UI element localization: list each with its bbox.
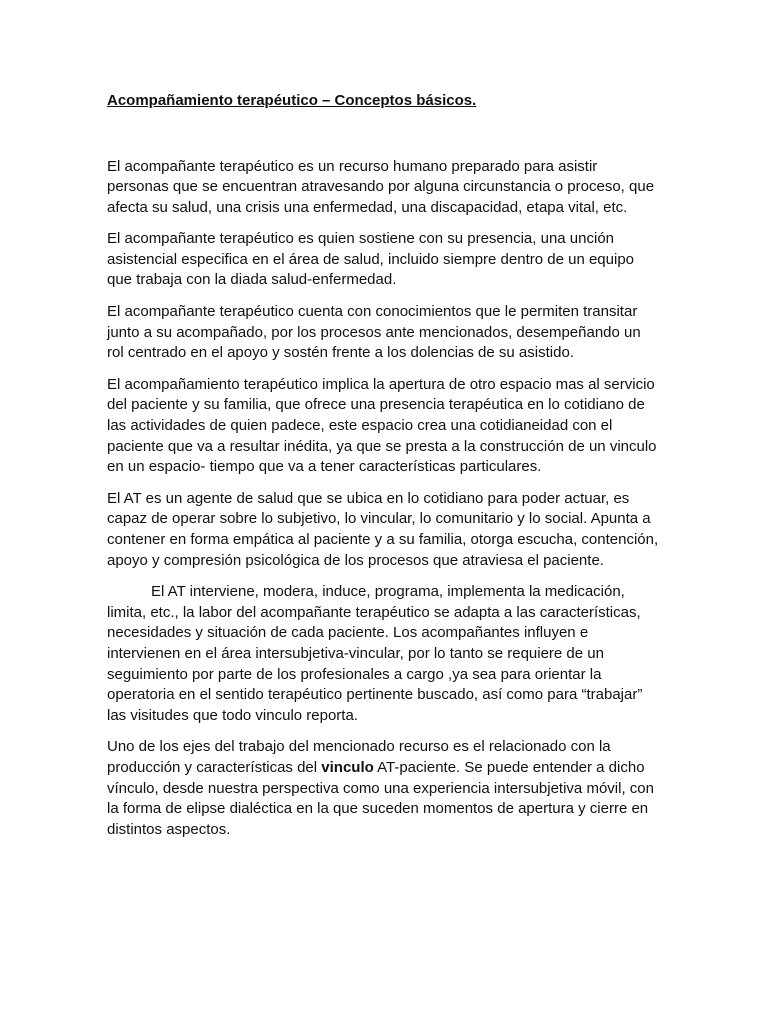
paragraph-line: la forma de elipse dialéctica en la que suceden momentos de apertura y cierre en (107, 800, 649, 818)
paragraph-line: las actividades de quien padece, este espacio crea una cotidianeidad con el (107, 417, 613, 435)
paragraph-line: en un espacio- tiempo que va a tener características particulares. (107, 458, 542, 476)
paragraph-line: limita, etc., la labor del acompañante terapéutico se adapta a las características, (107, 603, 641, 621)
paragraph-2 (107, 229, 667, 291)
paragraph-line: asistencial especifica en el área de salud, incluido siempre dentro de un equipo (107, 250, 634, 268)
document-page (107, 91, 667, 851)
paragraph-line: intervienen en el área intersubjetiva-vincular, por lo tanto se requiere de un (107, 644, 604, 662)
paragraph-line: vínculo, desde nuestra perspectiva como una experiencia intersubjetiva móvil, con (107, 779, 654, 797)
paragraph-line: El acompañante terapéutico cuenta con conocimientos que le permiten transitar (107, 303, 638, 321)
paragraph-line: rol centrado en el apoyo y sostén frente a los dolencias de su asistido. (107, 344, 574, 362)
paragraph-line: El AT es un agente de salud que se ubica en lo cotidiano para poder actuar, es (107, 489, 630, 507)
paragraph-3 (107, 302, 667, 364)
paragraph-line: capaz de operar sobre lo subjetivo, lo vincular, lo comunitario y lo social. Apunta a (107, 510, 651, 528)
paragraph-6 (107, 582, 667, 726)
paragraph-line-mixed (107, 758, 667, 779)
paragraph-line: que trabaja con la diada salud-enfermedad. (107, 271, 397, 289)
paragraph-4 (107, 375, 667, 478)
paragraph-line: distintos aspectos. (107, 820, 231, 838)
paragraph-line: El acompañante terapéutico es un recurso humano preparado para asistir (107, 157, 598, 175)
paragraph-line: operatoria en el sentido terapéutico pertinente buscado, así como para “trabajar” (107, 686, 643, 704)
text-run: producción y características del (107, 758, 322, 776)
bold-term: vinculo (321, 758, 374, 776)
paragraph-line: seguimiento por parte de los profesionales a cargo ,ya sea para orientar la (107, 665, 602, 683)
paragraph-line: El acompañamiento terapéutico implica la apertura de otro espacio mas al servicio (107, 375, 655, 393)
paragraph-line: junto a su acompañado, por los procesos ante mencionados, desempeñando un (107, 323, 641, 341)
paragraph-7 (107, 737, 667, 840)
paragraph-line: personas que se encuentran atravesando por alguna circunstancia o proceso, que (107, 178, 655, 196)
paragraph-1 (107, 157, 667, 219)
paragraph-line: necesidades y situación de cada paciente. Los acompañantes influyen e (107, 624, 589, 642)
paragraph-5 (107, 489, 667, 571)
paragraph-line: Uno de los ejes del trabajo del mencionado recurso es el relacionado con la (107, 738, 611, 756)
text-run: AT-paciente. Se puede entender a dicho (373, 758, 645, 776)
paragraph-line: del paciente y su familia, que ofrece una presencia terapéutica en lo cotidiano de (107, 396, 645, 414)
paragraph-line: paciente que va a resultar inédita, ya que se presta a la construcción de un vinculo (107, 437, 657, 455)
paragraph-line: apoyo y compresión psicológica de los procesos que atraviesa el paciente. (107, 551, 604, 569)
document-title: Acompañamiento terapéutico – Conceptos básicos. (107, 92, 477, 109)
paragraph-line: afecta su salud, una crisis una enfermedad, una discapacidad, etapa vital, etc. (107, 198, 628, 216)
paragraph-line: las visitudes que todo vinculo reporta. (107, 706, 358, 724)
paragraph-line: contener en forma empática al paciente y a su familia, otorga escucha, contención, (107, 531, 659, 548)
paragraph-line: El acompañante terapéutico es quien sostiene con su presencia, una unción (107, 230, 615, 248)
paragraph-line: El AT interviene, modera, induce, programa, implementa la medicación, (151, 583, 625, 601)
